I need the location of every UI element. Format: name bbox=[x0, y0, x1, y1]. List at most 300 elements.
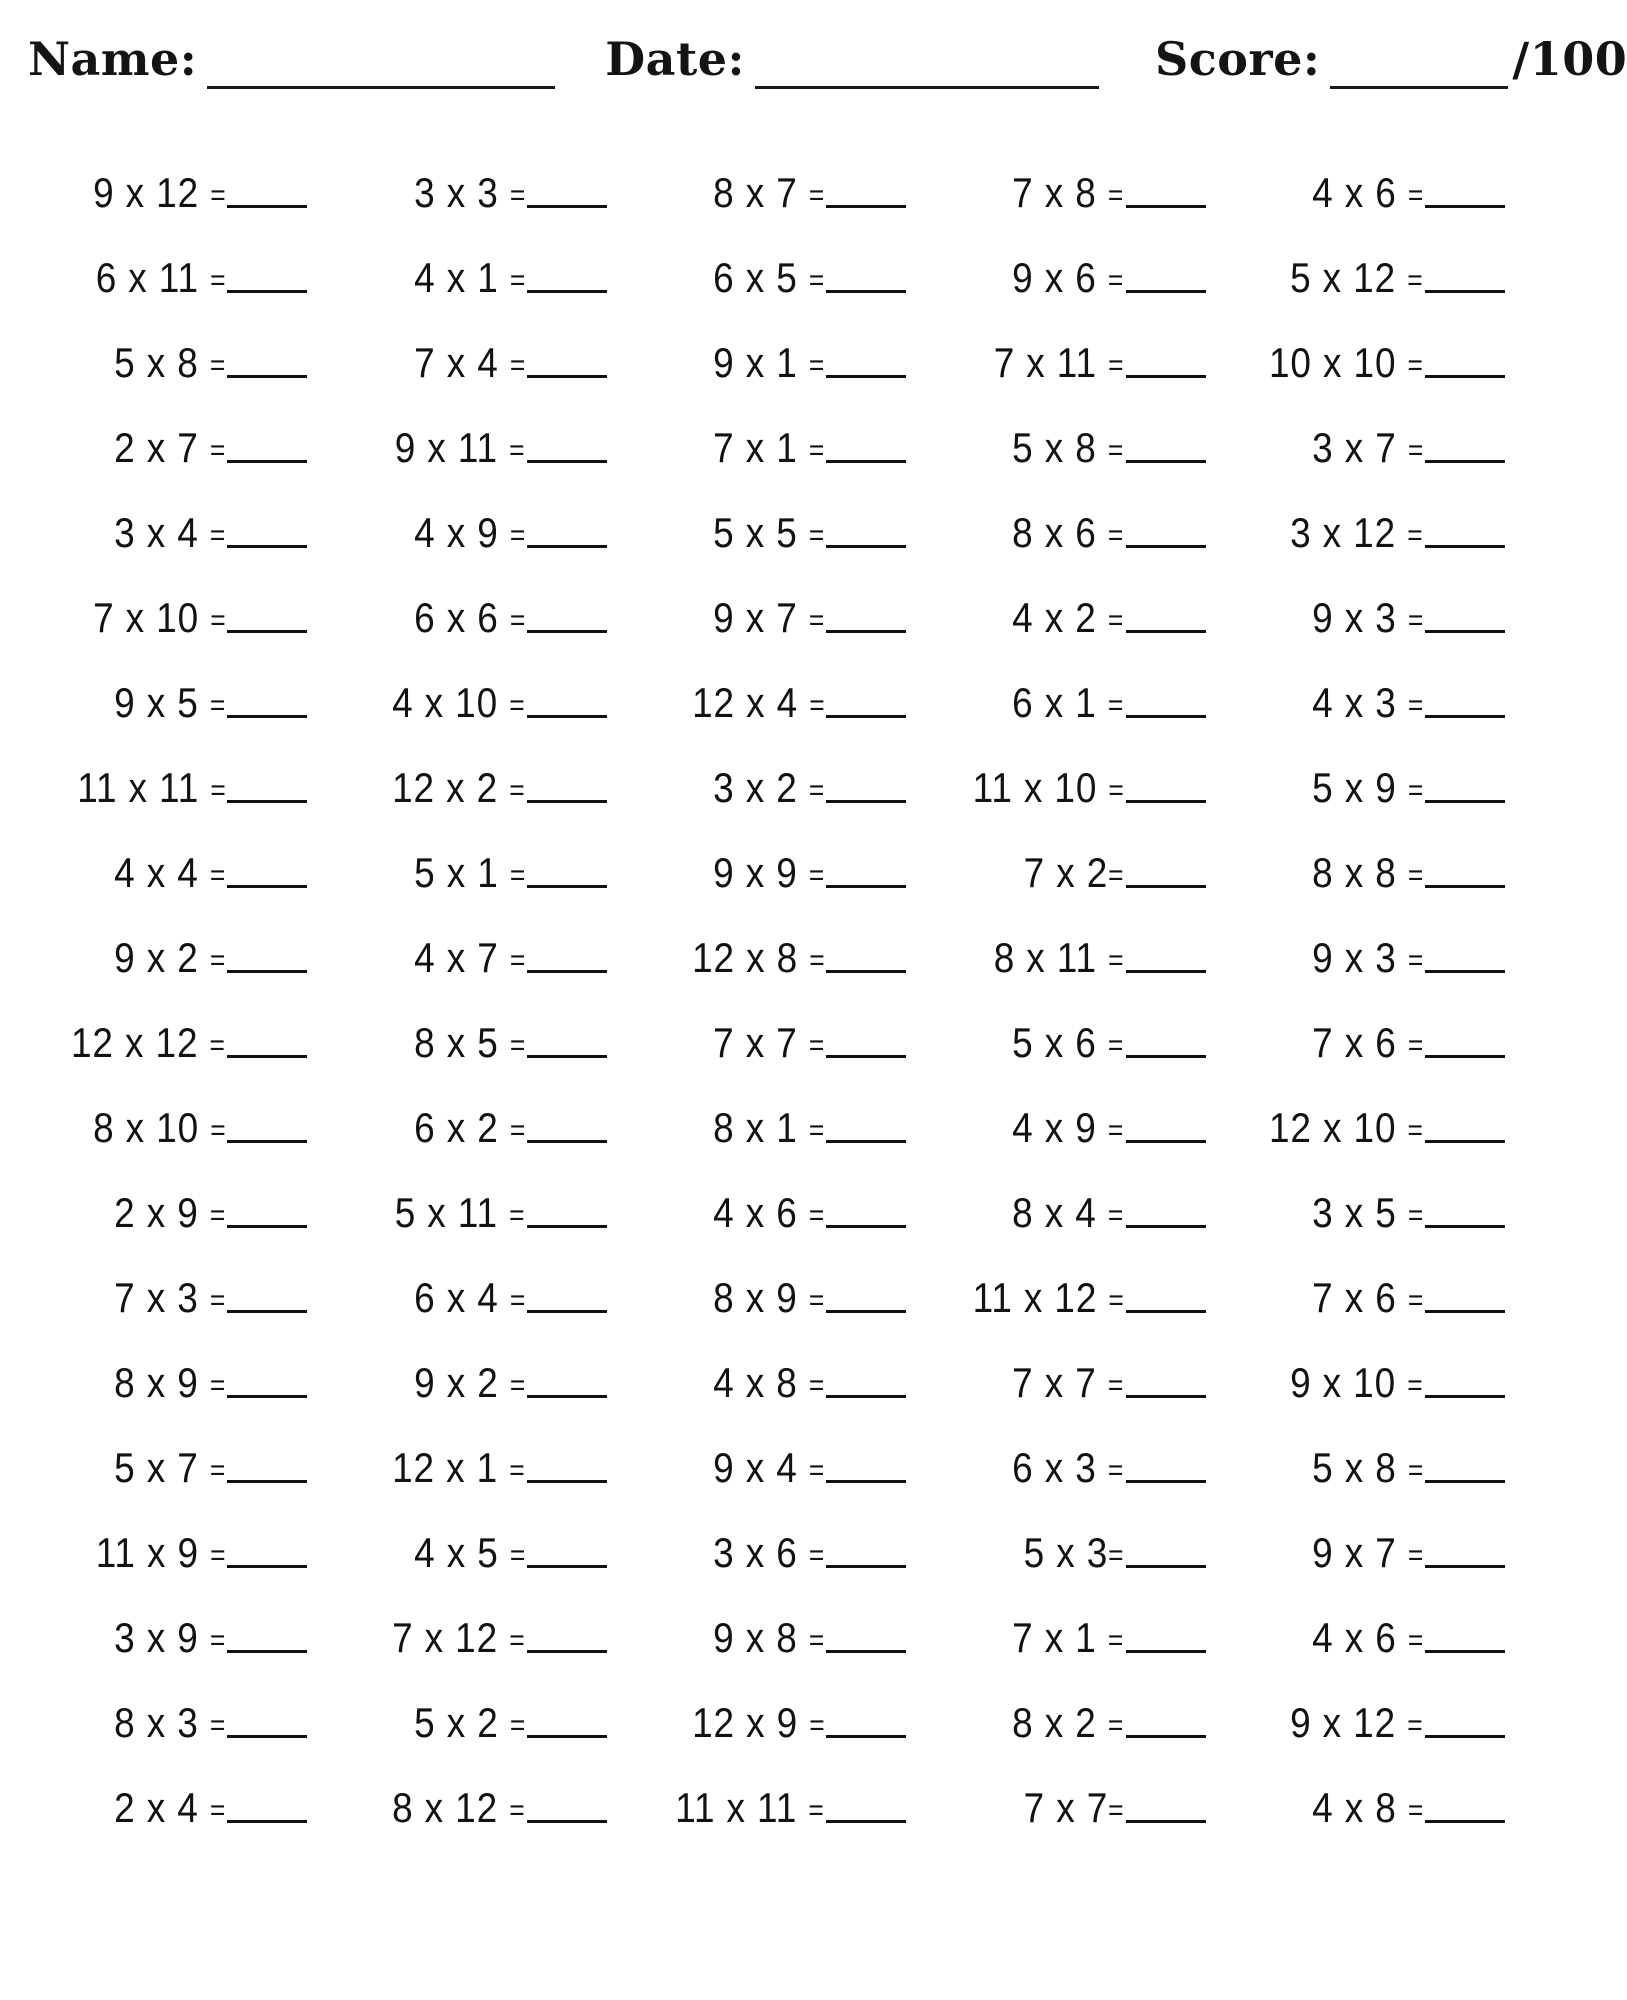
equals-sign: = bbox=[509, 1114, 525, 1148]
problem-cell bbox=[1206, 491, 1505, 576]
name-field bbox=[28, 34, 555, 85]
equals-sign: = bbox=[808, 604, 825, 638]
answer-blank bbox=[1425, 715, 1505, 718]
answer-blank bbox=[1126, 885, 1206, 888]
problem-cell bbox=[607, 406, 906, 491]
answer-blank bbox=[227, 205, 307, 208]
equals-sign: = bbox=[1108, 1624, 1124, 1658]
problem-text: 6 x 2 = bbox=[413, 1104, 525, 1152]
equals-sign: = bbox=[1407, 1029, 1423, 1063]
equals-sign: = bbox=[509, 1029, 525, 1063]
problem-text: 4 x 8 = bbox=[1311, 1784, 1423, 1832]
problem-text: 6 x 5 = bbox=[713, 254, 825, 302]
answer-blank bbox=[227, 375, 307, 378]
date-field bbox=[605, 34, 1099, 85]
problem-cell bbox=[1206, 1341, 1505, 1426]
problem-text: 5 x 11 = bbox=[394, 1189, 525, 1237]
answer-blank bbox=[826, 290, 906, 293]
problem-text: 7 x 6 = bbox=[1311, 1019, 1423, 1067]
answer-blank bbox=[527, 1735, 607, 1738]
equals-sign: = bbox=[209, 1029, 226, 1063]
problem-text: 8 x 1 = bbox=[713, 1104, 825, 1152]
problem-cell bbox=[8, 236, 307, 321]
problem-cell bbox=[307, 1511, 606, 1596]
problem-text: 11 x 12 = bbox=[972, 1274, 1124, 1322]
problem-text: 3 x 2 = bbox=[713, 764, 825, 812]
problem-cell bbox=[906, 1086, 1205, 1171]
equals-sign: = bbox=[209, 1624, 226, 1658]
equals-sign: = bbox=[1108, 1709, 1124, 1743]
problem-text: 7 x 7 = bbox=[713, 1019, 825, 1067]
problem-cell bbox=[906, 1341, 1205, 1426]
problem-text: 4 x 9 = bbox=[413, 509, 525, 557]
equals-sign: = bbox=[509, 944, 525, 978]
problem-cell bbox=[906, 1256, 1205, 1341]
equals-sign: = bbox=[209, 1539, 226, 1573]
problem-cell bbox=[607, 491, 906, 576]
score-label: Score: bbox=[1154, 32, 1321, 86]
equals-sign: = bbox=[1108, 859, 1124, 893]
problem-text: 7 x 1 = bbox=[713, 424, 825, 472]
problem-text: 4 x 10 = bbox=[392, 679, 525, 727]
problem-cell bbox=[906, 1766, 1205, 1851]
problem-text: 5 x 5 = bbox=[713, 509, 825, 557]
problem-cell bbox=[906, 491, 1205, 576]
problem-cell bbox=[906, 1511, 1205, 1596]
answer-blank bbox=[1126, 1225, 1206, 1228]
answer-blank bbox=[227, 715, 307, 718]
score-total: /100 bbox=[1512, 32, 1627, 86]
problem-cell bbox=[307, 1256, 606, 1341]
answer-blank bbox=[227, 1650, 307, 1653]
equals-sign: = bbox=[808, 179, 825, 213]
answer-blank bbox=[826, 375, 906, 378]
answer-blank bbox=[527, 1820, 607, 1823]
problem-cell bbox=[8, 661, 307, 746]
equals-sign: = bbox=[808, 944, 825, 978]
answer-blank bbox=[1126, 1055, 1206, 1058]
problems-grid bbox=[0, 151, 1545, 1851]
equals-sign: = bbox=[209, 859, 226, 893]
equals-sign: = bbox=[1108, 349, 1124, 383]
problem-cell bbox=[607, 1256, 906, 1341]
equals-sign: = bbox=[1407, 1369, 1423, 1403]
problem-text: 3 x 3 = bbox=[413, 169, 525, 217]
equals-sign: = bbox=[509, 1199, 525, 1233]
answer-blank bbox=[1425, 630, 1505, 633]
answer-blank bbox=[1126, 1735, 1206, 1738]
problem-cell bbox=[307, 321, 606, 406]
answer-blank bbox=[527, 970, 607, 973]
problem-text: 7 x 7 = bbox=[1012, 1359, 1124, 1407]
answer-blank bbox=[826, 970, 906, 973]
equals-sign: = bbox=[1108, 1114, 1124, 1148]
problem-cell bbox=[307, 1426, 606, 1511]
equals-sign: = bbox=[1407, 264, 1423, 298]
answer-blank bbox=[826, 715, 906, 718]
problem-text: 8 x 10 = bbox=[92, 1104, 226, 1152]
answer-blank bbox=[227, 1565, 307, 1568]
problem-cell bbox=[607, 1596, 906, 1681]
problem-cell bbox=[1206, 1171, 1505, 1256]
problem-text: 8 x 9 = bbox=[713, 1274, 825, 1322]
problem-text: 8 x 9 = bbox=[114, 1359, 226, 1407]
problem-cell bbox=[607, 1511, 906, 1596]
equals-sign: = bbox=[209, 1199, 226, 1233]
equals-sign: = bbox=[509, 179, 525, 213]
equals-sign: = bbox=[1108, 1029, 1124, 1063]
answer-blank bbox=[1425, 1480, 1505, 1483]
equals-sign: = bbox=[1108, 944, 1124, 978]
problem-text: 11 x 11 = bbox=[76, 764, 226, 812]
answer-blank bbox=[826, 205, 906, 208]
problem-cell bbox=[1206, 831, 1505, 916]
problem-cell bbox=[1206, 1086, 1505, 1171]
problem-cell bbox=[1206, 661, 1505, 746]
problem-text: 11 x 9 = bbox=[95, 1529, 226, 1577]
equals-sign: = bbox=[808, 859, 825, 893]
problem-text: 9 x 7 = bbox=[1311, 1529, 1423, 1577]
answer-blank bbox=[1425, 290, 1505, 293]
problem-text: 4 x 1 = bbox=[413, 254, 525, 302]
answer-blank bbox=[1425, 800, 1505, 803]
answer-blank bbox=[1126, 1565, 1206, 1568]
equals-sign: = bbox=[1108, 1454, 1124, 1488]
problem-cell bbox=[607, 321, 906, 406]
equals-sign: = bbox=[1407, 1454, 1423, 1488]
answer-blank bbox=[1126, 1820, 1206, 1823]
problem-cell bbox=[8, 831, 307, 916]
problem-text: 7 x 1 = bbox=[1012, 1614, 1124, 1662]
date-label: Date: bbox=[605, 32, 745, 86]
answer-blank bbox=[1425, 1225, 1505, 1228]
problem-cell bbox=[906, 1681, 1205, 1766]
equals-sign: = bbox=[1407, 774, 1423, 808]
equals-sign: = bbox=[1407, 1114, 1423, 1148]
answer-blank bbox=[826, 630, 906, 633]
answer-blank bbox=[1126, 460, 1206, 463]
problem-text: 5 x 1 = bbox=[413, 849, 525, 897]
problem-cell bbox=[1206, 236, 1505, 321]
equals-sign: = bbox=[1108, 1369, 1124, 1403]
answer-blank bbox=[1425, 970, 1505, 973]
problem-cell bbox=[8, 576, 307, 661]
equals-sign: = bbox=[808, 1539, 825, 1573]
equals-sign: = bbox=[509, 1539, 525, 1573]
problem-text: 4 x 6 = bbox=[713, 1189, 825, 1237]
problem-text: 8 x 12 = bbox=[392, 1784, 525, 1832]
answer-blank bbox=[1425, 1565, 1505, 1568]
answer-blank bbox=[227, 1225, 307, 1228]
equals-sign: = bbox=[808, 264, 825, 298]
problem-text: 3 x 4 = bbox=[114, 509, 226, 557]
equals-sign: = bbox=[209, 1114, 226, 1148]
problem-text: 2 x 9 = bbox=[114, 1189, 226, 1237]
answer-blank bbox=[826, 800, 906, 803]
equals-sign: = bbox=[509, 434, 525, 468]
equals-sign: = bbox=[209, 774, 226, 808]
problem-text: 4 x 3 = bbox=[1311, 679, 1423, 727]
equals-sign: = bbox=[1407, 1624, 1423, 1658]
equals-sign: = bbox=[509, 1624, 525, 1658]
answer-blank bbox=[227, 1310, 307, 1313]
problem-text: 9 x 5 = bbox=[114, 679, 226, 727]
equals-sign: = bbox=[1108, 1199, 1124, 1233]
problem-cell bbox=[906, 916, 1205, 1001]
problem-cell bbox=[307, 151, 606, 236]
equals-sign: = bbox=[808, 1369, 825, 1403]
problem-text: 5 x 6 = bbox=[1012, 1019, 1124, 1067]
problem-text: 7 x 4 = bbox=[413, 339, 525, 387]
problem-text: 5 x 3= bbox=[1023, 1529, 1124, 1577]
problem-cell bbox=[906, 746, 1205, 831]
answer-blank bbox=[826, 1140, 906, 1143]
answer-blank bbox=[1126, 715, 1206, 718]
problem-cell bbox=[1206, 1766, 1505, 1851]
answer-blank bbox=[1425, 205, 1505, 208]
problem-cell bbox=[906, 1171, 1205, 1256]
problem-text: 7 x 3 = bbox=[114, 1274, 226, 1322]
problem-cell bbox=[906, 576, 1205, 661]
problem-text: 6 x 11 = bbox=[95, 254, 226, 302]
equals-sign: = bbox=[509, 859, 525, 893]
answer-blank bbox=[1126, 375, 1206, 378]
equals-sign: = bbox=[209, 944, 226, 978]
problem-cell bbox=[607, 151, 906, 236]
problem-text: 5 x 8 = bbox=[1012, 424, 1124, 472]
equals-sign: = bbox=[1407, 179, 1423, 213]
problem-cell bbox=[8, 1426, 307, 1511]
problem-text: 5 x 7 = bbox=[114, 1444, 226, 1492]
problem-cell bbox=[8, 1681, 307, 1766]
problem-text: 12 x 2 = bbox=[392, 764, 525, 812]
problem-text: 4 x 5 = bbox=[413, 1529, 525, 1577]
problem-cell bbox=[307, 1681, 606, 1766]
equals-sign: = bbox=[509, 1284, 525, 1318]
problem-cell bbox=[307, 1001, 606, 1086]
answer-blank bbox=[1425, 545, 1505, 548]
problem-text: 3 x 9 = bbox=[114, 1614, 226, 1662]
equals-sign: = bbox=[1108, 604, 1124, 638]
answer-blank bbox=[1126, 970, 1206, 973]
problem-cell bbox=[307, 1086, 606, 1171]
score-blank-line bbox=[1330, 86, 1508, 89]
answer-blank bbox=[1425, 375, 1505, 378]
answer-blank bbox=[1126, 1140, 1206, 1143]
problem-cell bbox=[607, 1171, 906, 1256]
equals-sign: = bbox=[509, 519, 525, 553]
answer-blank bbox=[826, 1310, 906, 1313]
answer-blank bbox=[1425, 1310, 1505, 1313]
answer-blank bbox=[527, 885, 607, 888]
problem-text: 9 x 4 = bbox=[713, 1444, 825, 1492]
problem-text: 7 x 7= bbox=[1023, 1784, 1124, 1832]
problem-cell bbox=[8, 1256, 307, 1341]
problem-cell bbox=[1206, 576, 1505, 661]
answer-blank bbox=[527, 630, 607, 633]
equals-sign: = bbox=[808, 1624, 825, 1658]
problem-text: 9 x 11 = bbox=[394, 424, 525, 472]
problem-text: 9 x 3 = bbox=[1311, 934, 1423, 982]
problem-text: 12 x 1 = bbox=[392, 1444, 525, 1492]
equals-sign: = bbox=[1407, 689, 1423, 723]
answer-blank bbox=[1126, 290, 1206, 293]
answer-blank bbox=[227, 630, 307, 633]
problem-text: 8 x 6 = bbox=[1012, 509, 1124, 557]
problem-cell bbox=[307, 661, 606, 746]
answer-blank bbox=[227, 1055, 307, 1058]
equals-sign: = bbox=[1108, 689, 1124, 723]
problem-text: 9 x 2 = bbox=[413, 1359, 525, 1407]
problem-cell bbox=[307, 1766, 606, 1851]
answer-blank bbox=[527, 800, 607, 803]
answer-blank bbox=[527, 205, 607, 208]
problem-text: 5 x 8 = bbox=[1311, 1444, 1423, 1492]
problem-cell bbox=[607, 1341, 906, 1426]
problem-cell bbox=[8, 406, 307, 491]
problem-text: 6 x 1 = bbox=[1012, 679, 1124, 727]
equals-sign: = bbox=[1407, 349, 1423, 383]
answer-blank bbox=[826, 1225, 906, 1228]
problem-text: 7 x 12 = bbox=[392, 1614, 525, 1662]
equals-sign: = bbox=[808, 1029, 825, 1063]
equals-sign: = bbox=[1108, 1794, 1124, 1828]
equals-sign: = bbox=[808, 1114, 825, 1148]
answer-blank bbox=[1425, 460, 1505, 463]
problem-text: 4 x 9 = bbox=[1012, 1104, 1124, 1152]
equals-sign: = bbox=[209, 1709, 226, 1743]
problem-cell bbox=[607, 1426, 906, 1511]
equals-sign: = bbox=[1407, 1539, 1423, 1573]
problem-cell bbox=[906, 1426, 1205, 1511]
problem-text: 4 x 6 = bbox=[1311, 1614, 1423, 1662]
problem-text: 12 x 9 = bbox=[691, 1699, 825, 1747]
problem-text: 8 x 4 = bbox=[1012, 1189, 1124, 1237]
problem-cell bbox=[906, 151, 1205, 236]
problem-cell bbox=[906, 1596, 1205, 1681]
problem-cell bbox=[906, 321, 1205, 406]
answer-blank bbox=[826, 1055, 906, 1058]
problem-text: 8 x 2 = bbox=[1012, 1699, 1124, 1747]
problem-cell bbox=[8, 491, 307, 576]
equals-sign: = bbox=[808, 1454, 825, 1488]
problem-text: 9 x 7 = bbox=[713, 594, 825, 642]
problem-cell bbox=[906, 1001, 1205, 1086]
problem-cell bbox=[607, 916, 906, 1001]
answer-blank bbox=[826, 545, 906, 548]
answer-blank bbox=[1425, 1820, 1505, 1823]
equals-sign: = bbox=[509, 689, 525, 723]
equals-sign: = bbox=[1407, 944, 1423, 978]
problem-cell bbox=[307, 491, 606, 576]
problem-text: 6 x 3 = bbox=[1012, 1444, 1124, 1492]
answer-blank bbox=[1126, 1310, 1206, 1313]
answer-blank bbox=[227, 545, 307, 548]
equals-sign: = bbox=[1108, 1284, 1124, 1318]
answer-blank bbox=[826, 1565, 906, 1568]
problem-text: 7 x 6 = bbox=[1311, 1274, 1423, 1322]
answer-blank bbox=[227, 1480, 307, 1483]
answer-blank bbox=[826, 885, 906, 888]
problem-cell bbox=[906, 661, 1205, 746]
problem-text: 7 x 8 = bbox=[1012, 169, 1124, 217]
problem-cell bbox=[607, 1086, 906, 1171]
answer-blank bbox=[227, 800, 307, 803]
problem-cell bbox=[307, 236, 606, 321]
answer-blank bbox=[1126, 630, 1206, 633]
problem-text: 9 x 3 = bbox=[1311, 594, 1423, 642]
equals-sign: = bbox=[1108, 434, 1124, 468]
equals-sign: = bbox=[1108, 264, 1124, 298]
answer-blank bbox=[527, 1480, 607, 1483]
problem-cell bbox=[8, 1171, 307, 1256]
answer-blank bbox=[527, 460, 607, 463]
problem-text: 8 x 3 = bbox=[114, 1699, 226, 1747]
problem-text: 2 x 4 = bbox=[114, 1784, 226, 1832]
problem-text: 3 x 5 = bbox=[1311, 1189, 1423, 1237]
problem-text: 8 x 5 = bbox=[413, 1019, 525, 1067]
equals-sign: = bbox=[1108, 519, 1124, 553]
answer-blank bbox=[1126, 205, 1206, 208]
answer-blank bbox=[1126, 1650, 1206, 1653]
answer-blank bbox=[227, 290, 307, 293]
problem-text: 4 x 7 = bbox=[413, 934, 525, 982]
answer-blank bbox=[227, 1140, 307, 1143]
problem-text: 12 x 10 = bbox=[1268, 1104, 1423, 1152]
problem-text: 5 x 2 = bbox=[413, 1699, 525, 1747]
equals-sign: = bbox=[209, 604, 226, 638]
problem-cell bbox=[307, 1171, 606, 1256]
equals-sign: = bbox=[1407, 604, 1423, 638]
worksheet-header bbox=[0, 0, 1627, 86]
equals-sign: = bbox=[509, 774, 525, 808]
problem-cell bbox=[1206, 1256, 1505, 1341]
equals-sign: = bbox=[1407, 859, 1423, 893]
answer-blank bbox=[1126, 800, 1206, 803]
problem-text: 9 x 2 = bbox=[114, 934, 226, 982]
equals-sign: = bbox=[509, 264, 525, 298]
problem-text: 6 x 4 = bbox=[413, 1274, 525, 1322]
problem-cell bbox=[607, 1681, 906, 1766]
problem-cell bbox=[8, 1086, 307, 1171]
problem-cell bbox=[8, 1001, 307, 1086]
problem-text: 4 x 8 = bbox=[713, 1359, 825, 1407]
problem-text: 12 x 8 = bbox=[691, 934, 825, 982]
answer-blank bbox=[227, 460, 307, 463]
problem-cell bbox=[906, 831, 1205, 916]
problem-text: 4 x 2 = bbox=[1012, 594, 1124, 642]
equals-sign: = bbox=[1108, 774, 1124, 808]
answer-blank bbox=[227, 885, 307, 888]
answer-blank bbox=[527, 1565, 607, 1568]
problem-text: 12 x 4 = bbox=[691, 679, 825, 727]
equals-sign: = bbox=[209, 434, 226, 468]
equals-sign: = bbox=[509, 349, 525, 383]
answer-blank bbox=[527, 375, 607, 378]
problem-text: 5 x 12 = bbox=[1290, 254, 1423, 302]
equals-sign: = bbox=[509, 1709, 525, 1743]
problem-text: 4 x 6 = bbox=[1311, 169, 1423, 217]
problem-cell bbox=[8, 916, 307, 1001]
answer-blank bbox=[826, 1480, 906, 1483]
answer-blank bbox=[1126, 1395, 1206, 1398]
answer-blank bbox=[826, 1650, 906, 1653]
problem-text: 2 x 7 = bbox=[114, 424, 226, 472]
answer-blank bbox=[1126, 545, 1206, 548]
date-blank-line bbox=[755, 86, 1099, 89]
equals-sign: = bbox=[808, 689, 825, 723]
equals-sign: = bbox=[209, 349, 226, 383]
